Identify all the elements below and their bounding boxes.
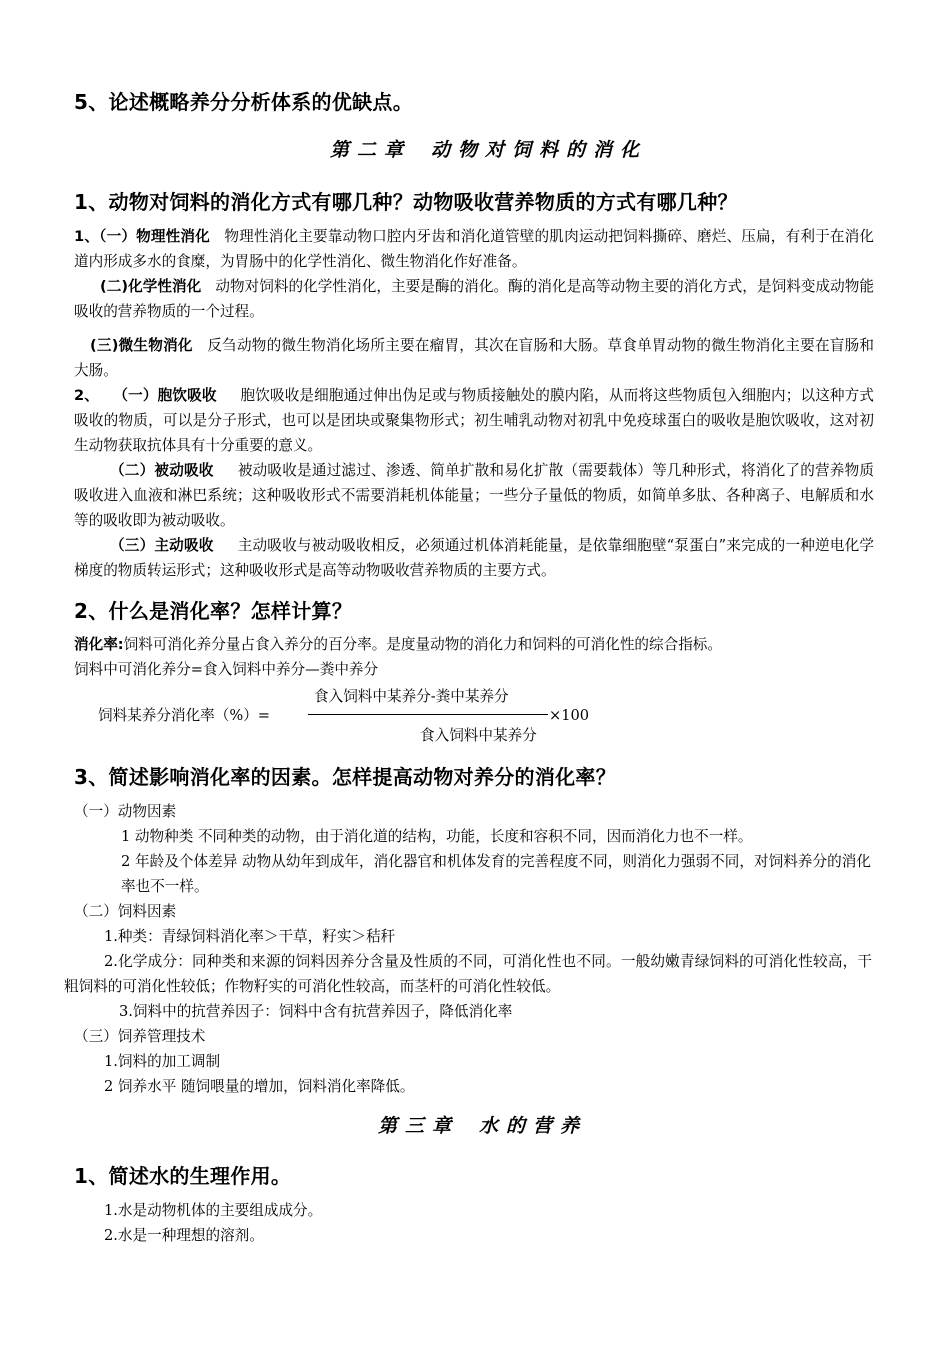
answer-pinocytosis [74,383,874,458]
term-label: (三)微生物消化 [90,337,193,354]
answer-text: 动物对饲料的化学性消化，主要是酶的消化。酶的消化是高等动物主要的消化方式，是饲料变成动物能吸收的营养物质的一个过程。 [74,278,875,320]
chapter-heading-3 [378,1111,587,1138]
question-heading-2: 2、什么是消化率？怎样计算？ [74,599,353,623]
list-item: 1.饲料的加工调制 [104,1053,221,1070]
answer-text: 主动吸收与被动吸收相反，必须通过机体消耗能量，是依靠细胞壁“泵蛋白”来完成的一种逆电化学梯度的物质转运形式；这种吸收形式是高等动物吸收营养物质的主要方式。 [74,537,874,579]
list-item: 1 动物种类 不同种类的动物，由于消化道的结构，功能，长度和容积不同，因而消化力也不一样。 [121,828,753,845]
formula-multiplier: ×100 [549,707,590,724]
answer-passive-absorption [74,458,874,533]
chapter-title: 水的营养 [479,1115,588,1137]
fraction-bar [308,714,548,715]
answer-text: 物理性消化主要靠动物口腔内牙齿和消化道管壁的肌肉运动把饲料撕碎、磨烂、压扁，有利于在消化道内形成多水的食糜，为胃肠中的化学性消化、微生物消化作好准备。 [74,228,875,270]
list-item: 3.饲料中的抗营养因子：饲料中含有抗营养因子，降低消化率 [119,1003,513,1020]
definition-digestibility [74,632,722,657]
answer-number: 1、 [74,228,100,245]
list-item: 2.化学成分：同种类和来源的饲料因养分含量及性质的不同，可消化性也不同。一般幼嫩青绿饲料的可消化性较高，干粗饲料的可消化性较低；作物籽实的可消化性较高，而茎杆的可消化性较低。 [64,953,872,995]
chapter-number: 第三章 [378,1115,460,1137]
term-label: 消化率: [74,636,124,653]
chapter-title: 动物对饲料的消化 [431,139,648,161]
question-heading-1: 1、动物对饲料的消化方式有哪几种？动物吸收营养物质的方式有哪几种？ [74,190,738,214]
list-item: 1.水是动物机体的主要组成成分。 [104,1202,323,1219]
answer-number: 2、 [74,387,100,404]
section-feed-factors: （二）饲料因素 [74,903,177,920]
term-label: （二）被动吸收 [110,462,214,479]
answer-microbial-digestion [74,333,874,383]
question-heading-water: 1、简述水的生理作用。 [74,1164,292,1188]
section-management: （三）饲养管理技术 [74,1028,206,1045]
definition-text: 饲料可消化养分量占食入养分的百分率。是度量动物的消化力和饲料的可消化性的综合指标。 [123,636,722,653]
term-label: （一）胞饮吸收 [113,387,217,404]
formula-numerator: 食入饲料中某养分-粪中某养分 [314,688,509,705]
question-heading-5: 5、论述概略养分分析体系的优缺点。 [74,90,414,114]
list-item: 2 年龄及个体差异 动物从幼年到成年，消化器官和机体发育的完善程度不同，则消化力强弱不同，对饲料养分的消化率也不一样。 [121,853,871,895]
formula-left-side: 饲料某养分消化率（%）= [98,707,271,724]
term-label: (二)化学性消化 [100,278,202,295]
chapter-number: 第二章 [330,139,412,161]
chapter-heading-2 [330,135,647,162]
answer-physical-digestion [74,224,874,274]
formula-denominator: 食入饲料中某养分 [420,727,537,744]
question-heading-3: 3、简述影响消化率的因素。怎样提高动物对养分的消化率？ [74,765,617,789]
answer-text: 被动吸收是通过滤过、渗透、简单扩散和易化扩散（需要载体）等几种形式，将消化了的营养物质吸收进入血液和淋巴系统；这种吸收形式不需要消耗机体能量；一些分子量低的物质，如简单多肽、各种离子、电解质和水等的吸收即为被动吸收。 [74,462,874,529]
formula-digestible-nutrient: 饲料中可消化养分=食入饲料中养分—粪中养分 [74,661,379,678]
term-label: （三）主动吸收 [110,537,214,554]
answer-chemical-digestion [74,274,874,324]
list-item: 1.种类：青绿饲料消化率＞干草，籽实＞秸秆 [104,928,396,945]
list-item: 2 饲养水平 随饲喂量的增加，饲料消化率降低。 [104,1078,415,1095]
answer-active-absorption [74,533,874,583]
term-label: （一）物理性消化 [99,228,210,245]
section-animal-factors: （一）动物因素 [74,803,177,820]
answer-text: 反刍动物的微生物消化场所主要在瘤胃，其次在盲肠和大肠。草食单胃动物的微生物消化主要在盲肠和大肠。 [74,337,875,379]
list-item: 2.水是一种理想的溶剂。 [104,1227,264,1244]
answer-text: 胞饮吸收是细胞通过伸出伪足或与物质接触处的膜内陷，从而将这些物质包入细胞内；以这种方式吸收的物质，可以是分子形式，也可以是团块或聚集物形式；初生哺乳动物对初乳中免疫球蛋白的吸收是胞饮吸收，这对初生动物获取抗体具有十分重要的意义。 [74,387,875,454]
